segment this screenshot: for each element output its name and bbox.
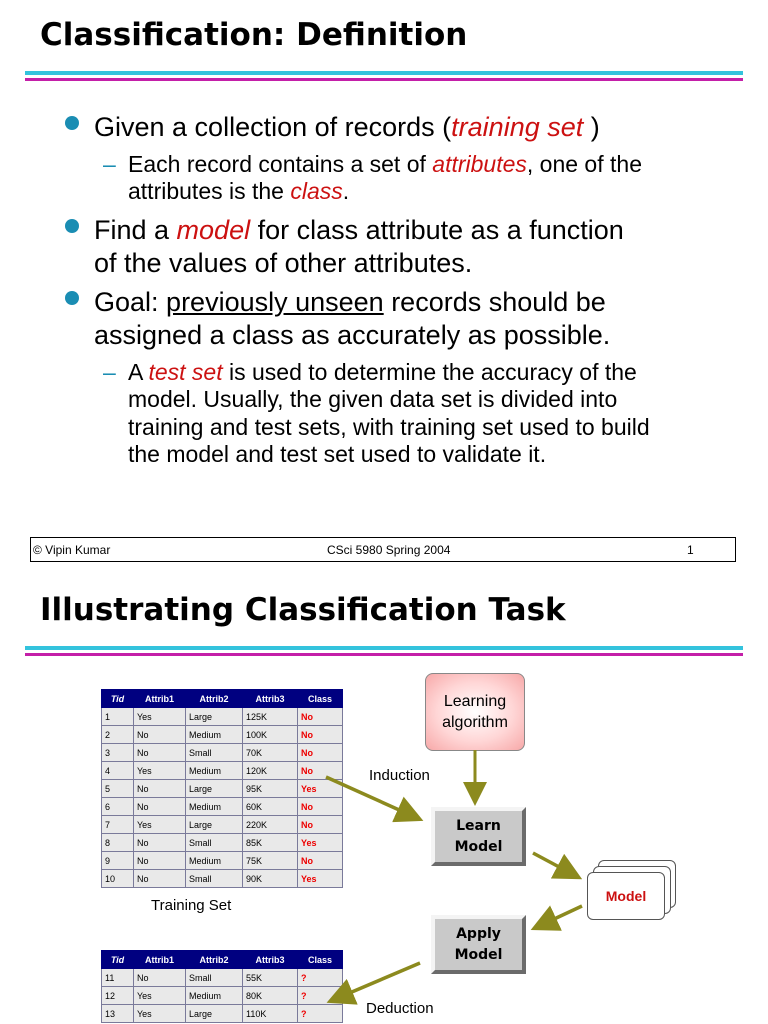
- table-cell: 90K: [243, 870, 298, 888]
- table-cell: 1: [102, 708, 134, 726]
- model-box: Model: [587, 872, 665, 920]
- sub-2-emphasis: test set: [148, 359, 223, 385]
- column-header-tid: Tid: [102, 690, 134, 708]
- sub-2-text: A: [128, 359, 149, 385]
- sub-bullet-2-line-3: training and test sets, with training set used to build: [128, 414, 650, 440]
- column-header-attrib2: Attrib2: [186, 690, 243, 708]
- column-header-tid: Tid: [102, 951, 134, 969]
- table-cell: No: [298, 744, 343, 762]
- footer-page-number: 1: [687, 543, 694, 557]
- table-cell: 80K: [243, 987, 298, 1005]
- apply-model-line-2: Model: [454, 946, 503, 963]
- column-header-attrib3: Attrib3: [243, 951, 298, 969]
- table-cell: No: [298, 708, 343, 726]
- table-cell: 100K: [243, 726, 298, 744]
- table-cell: Large: [186, 816, 243, 834]
- sub-bullet-2-line-2: model. Usually, the given data set is divided into: [128, 386, 618, 412]
- table-cell: ?: [298, 1005, 343, 1023]
- bullet-1-emphasis: training set: [451, 112, 584, 142]
- table-cell: No: [298, 726, 343, 744]
- table-cell: Small: [186, 870, 243, 888]
- column-header-class: Class: [298, 690, 343, 708]
- table-cell: No: [298, 762, 343, 780]
- sub-1-text: Each record contains a set of: [128, 151, 433, 177]
- sub-bullet-2-line-4: the model and test set used to validate it.: [128, 441, 547, 467]
- apply-model-line-1: Apply: [456, 925, 501, 942]
- arrow-model-to-apply: [537, 906, 582, 927]
- table-cell: 8: [102, 834, 134, 852]
- dash-icon: –: [103, 359, 116, 385]
- table-cell: No: [134, 870, 186, 888]
- learn-model-line-2: Model: [454, 838, 503, 855]
- column-header-attrib2: Attrib2: [186, 951, 243, 969]
- table-cell: No: [298, 852, 343, 870]
- dash-icon: –: [103, 151, 116, 177]
- bullet-1-text: Given a collection of records (: [94, 112, 452, 142]
- table-cell: No: [134, 969, 186, 987]
- table-cell: No: [134, 780, 186, 798]
- column-header-attrib1: Attrib1: [134, 690, 186, 708]
- table-cell: 75K: [243, 852, 298, 870]
- table-cell: Small: [186, 969, 243, 987]
- bullet-2-text-end: for class attribute as a function: [250, 215, 624, 245]
- table-cell: 220K: [243, 816, 298, 834]
- table-cell: Yes: [134, 816, 186, 834]
- table-cell: 2: [102, 726, 134, 744]
- table-cell: 3: [102, 744, 134, 762]
- table-cell: 13: [102, 1005, 134, 1023]
- table-cell: Yes: [134, 987, 186, 1005]
- column-header-attrib1: Attrib1: [134, 951, 186, 969]
- bullet-2-line-2: of the values of other attributes.: [94, 248, 473, 278]
- sub-1-line2-end: .: [342, 178, 350, 204]
- table-cell: Yes: [298, 870, 343, 888]
- table-cell: 10: [102, 870, 134, 888]
- table-cell: 9: [102, 852, 134, 870]
- column-header-class: Class: [298, 951, 343, 969]
- learning-algorithm-line-2: algorithm: [442, 714, 508, 731]
- column-header-attrib3: Attrib3: [243, 690, 298, 708]
- table-cell: No: [134, 744, 186, 762]
- learning-algorithm-line-1: Learning: [443, 693, 507, 710]
- bullet-3-line-2: assigned a class as accurately as possible.: [94, 320, 611, 350]
- bullet-3-text-end: records should be: [383, 287, 606, 317]
- table-cell: Yes: [298, 834, 343, 852]
- table-cell: Yes: [134, 708, 186, 726]
- table-cell: Medium: [186, 987, 243, 1005]
- sub-1-text-end: , one of the: [526, 151, 642, 177]
- arrow-learn-to-model: [533, 853, 576, 876]
- slide1-title: Classification: Definition: [40, 17, 468, 53]
- table-cell: 85K: [243, 834, 298, 852]
- deduction-label: Deduction: [366, 1000, 434, 1017]
- table-cell: No: [134, 834, 186, 852]
- table-cell: ?: [298, 987, 343, 1005]
- table-cell: 70K: [243, 744, 298, 762]
- table-cell: Yes: [134, 1005, 186, 1023]
- table-cell: Small: [186, 744, 243, 762]
- table-cell: 60K: [243, 798, 298, 816]
- table-cell: No: [134, 852, 186, 870]
- bullet-2-emphasis: model: [176, 215, 251, 245]
- table-cell: Large: [186, 780, 243, 798]
- bullet-1-text-end: ): [583, 112, 600, 142]
- table-cell: Yes: [134, 762, 186, 780]
- footer-author: © Vipin Kumar: [33, 543, 111, 557]
- table-cell: Medium: [186, 798, 243, 816]
- training-set-label: Training Set: [151, 897, 232, 914]
- table-cell: No: [298, 816, 343, 834]
- sub-1-emphasis: attributes: [432, 151, 527, 177]
- footer-course: CSci 5980 Spring 2004: [327, 543, 451, 557]
- learn-model-line-1: Learn: [456, 817, 501, 834]
- table-cell: 4: [102, 762, 134, 780]
- table-cell: 55K: [243, 969, 298, 987]
- table-cell: Medium: [186, 762, 243, 780]
- table-cell: 6: [102, 798, 134, 816]
- table-cell: Medium: [186, 852, 243, 870]
- table-cell: 110K: [243, 1005, 298, 1023]
- table-cell: 120K: [243, 762, 298, 780]
- slide2-title: Illustrating Classification Task: [40, 592, 566, 628]
- table-cell: ?: [298, 969, 343, 987]
- table-cell: Small: [186, 834, 243, 852]
- table-cell: 7: [102, 816, 134, 834]
- induction-label: Induction: [369, 767, 430, 784]
- table-cell: 11: [102, 969, 134, 987]
- table-cell: 12: [102, 987, 134, 1005]
- bullet-3-text: Goal:: [94, 287, 167, 317]
- bullet-2-text: Find a: [94, 215, 177, 245]
- table-cell: 125K: [243, 708, 298, 726]
- sub-1-line2-text: attributes is the: [128, 178, 291, 204]
- table-cell: Yes: [298, 780, 343, 798]
- table-cell: 5: [102, 780, 134, 798]
- table-cell: No: [134, 798, 186, 816]
- table-cell: No: [298, 798, 343, 816]
- sub-2-text-end: is used to determine the accuracy of the: [222, 359, 637, 385]
- bullet-3-underlined: previously unseen: [166, 287, 384, 317]
- arrow-apply-to-test: [333, 963, 420, 1000]
- table-cell: Medium: [186, 726, 243, 744]
- table-cell: 95K: [243, 780, 298, 798]
- table-cell: Large: [186, 1005, 243, 1023]
- table-cell: Large: [186, 708, 243, 726]
- sub-1-line2-emphasis: class: [290, 178, 343, 204]
- arrow-training-to-learn: [326, 777, 417, 818]
- table-cell: No: [134, 726, 186, 744]
